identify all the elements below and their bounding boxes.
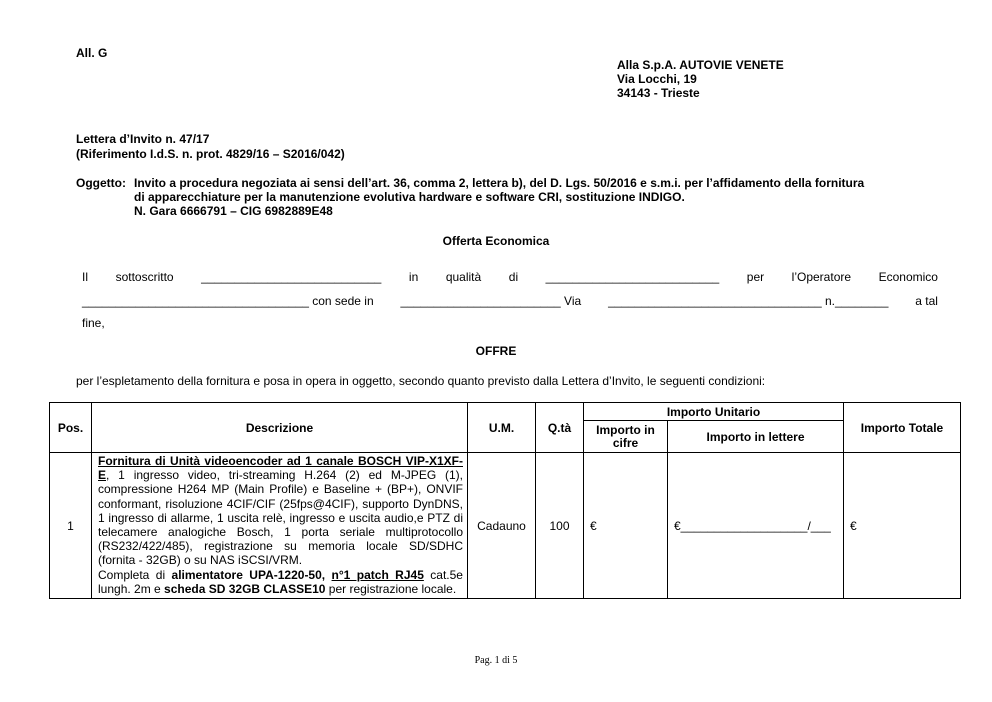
header-importo-unitario: Importo Unitario: [584, 403, 844, 421]
form-blank[interactable]: __________________________________ con sede in: [82, 294, 374, 308]
form-text: a tal: [915, 294, 938, 308]
offre-heading: OFFRE: [475, 344, 517, 358]
oggetto-line: Invito a procedura negoziata ai sensi dell’art. 36, comma 2, lettera b), del D. Lgs. 50/2016 e s.m.i. per l’affidamento della fornitura: [134, 176, 865, 190]
form-text: fine,: [82, 316, 105, 330]
addressee-line: 34143 - Trieste: [617, 86, 700, 100]
form-text: in: [408, 270, 419, 284]
form-text: sottoscritto: [115, 270, 174, 284]
oggetto-text: [134, 176, 954, 218]
form-row: [82, 294, 938, 308]
row-descrizione: [92, 453, 468, 599]
form-text: di: [508, 270, 519, 284]
desc-alimentatore: alimentatore UPA-1220-50,: [171, 567, 326, 582]
form-row: [82, 270, 938, 284]
row-importo-lettere[interactable]: €___________________/___: [668, 453, 844, 599]
table-row: [50, 453, 961, 599]
form-text: per: [746, 270, 765, 284]
desc-body: , 1 ingresso video, tri-streaming H.264 (2) ed M-JPEG (1), compressione H264 MP (Main Profile) e Baseline + (BP+), ONVIF conformant, risoluzione 4CIF/CIF (25fps@4CIF), supporto DynDNS, 1 ingresso di allarme, 1 uscita relè, ingresso e uscita audio,e PTZ di telecamere analogiche Bosch, 1 porta seriale multiprotocollo (RS232/422/485), registrazione su memoria locale SD/SDHC (fornita - 32GB) o su NAS iSCSI/VRM.: [98, 468, 463, 568]
oggetto-label: Oggetto:: [76, 176, 126, 190]
section-title: Offerta Economica: [442, 234, 550, 248]
desc-text: per registrazione locale.: [325, 581, 457, 596]
offer-table: [49, 402, 961, 599]
row-qta: 100: [536, 453, 584, 599]
header-descrizione: Descrizione: [92, 403, 468, 453]
form-text: l’Operatore: [791, 270, 852, 284]
oggetto-line: di apparecchiature per la manutenzione evolutiva hardware e software CRI, sostituzione INDIGO.: [134, 190, 685, 204]
desc-patch: n°1 patch RJ45: [331, 567, 424, 582]
header-importo-totale: Importo Totale: [844, 403, 961, 453]
header-um: U.M.: [468, 403, 536, 453]
allegato-label: All. G: [76, 46, 108, 60]
header-importo-cifre: Importo in cifre: [584, 421, 668, 453]
form-blank[interactable]: ___________________________: [201, 270, 382, 284]
lettera-reference: (Riferimento I.d.S. n. prot. 4829/16 – S2016/042): [76, 147, 345, 161]
header-pos: Pos.: [50, 403, 92, 453]
row-pos: 1: [50, 453, 92, 599]
header-importo-lettere: Importo in lettere: [668, 421, 844, 453]
form-text: Il: [82, 270, 88, 284]
row-um: Cadauno: [468, 453, 536, 599]
header-qta: Q.tà: [536, 403, 584, 453]
form-text: Economico: [878, 270, 938, 284]
desc-title: Fornitura di Unità videoencoder ad 1 canale BOSCH VIP-X1XF-E: [98, 454, 463, 483]
condizioni-text: per l’espletamento della fornitura e posa in opera in oggetto, secondo quanto previsto dalla Lettera d’Invito, le seguenti condizioni:: [76, 374, 766, 388]
form-blank[interactable]: __________________________: [545, 270, 720, 284]
desc-text: cat.5e lungh. 2m e: [98, 567, 463, 596]
row-importo-cifre[interactable]: €: [584, 453, 668, 599]
lettera-block: [76, 132, 345, 162]
addressee-line: Alla S.p.A. AUTOVIE VENETE: [617, 58, 784, 72]
form-blank[interactable]: ________________________ Via: [400, 294, 582, 308]
page-number: Pag. 1 di 5: [474, 655, 518, 666]
addressee-line: Via Locchi, 19: [617, 72, 697, 86]
row-importo-totale[interactable]: €: [844, 453, 961, 599]
form-text: qualità: [445, 270, 482, 284]
addressee-block: [617, 58, 784, 100]
desc-scheda: scheda SD 32GB CLASSE10: [164, 581, 326, 596]
desc-text: Completa di: [98, 567, 172, 582]
lettera-number: Lettera d’Invito n. 47/17: [76, 132, 210, 146]
oggetto-line: N. Gara 6666791 – CIG 6982889E48: [134, 204, 333, 218]
form-blank[interactable]: ________________________________ n.________: [608, 294, 889, 308]
